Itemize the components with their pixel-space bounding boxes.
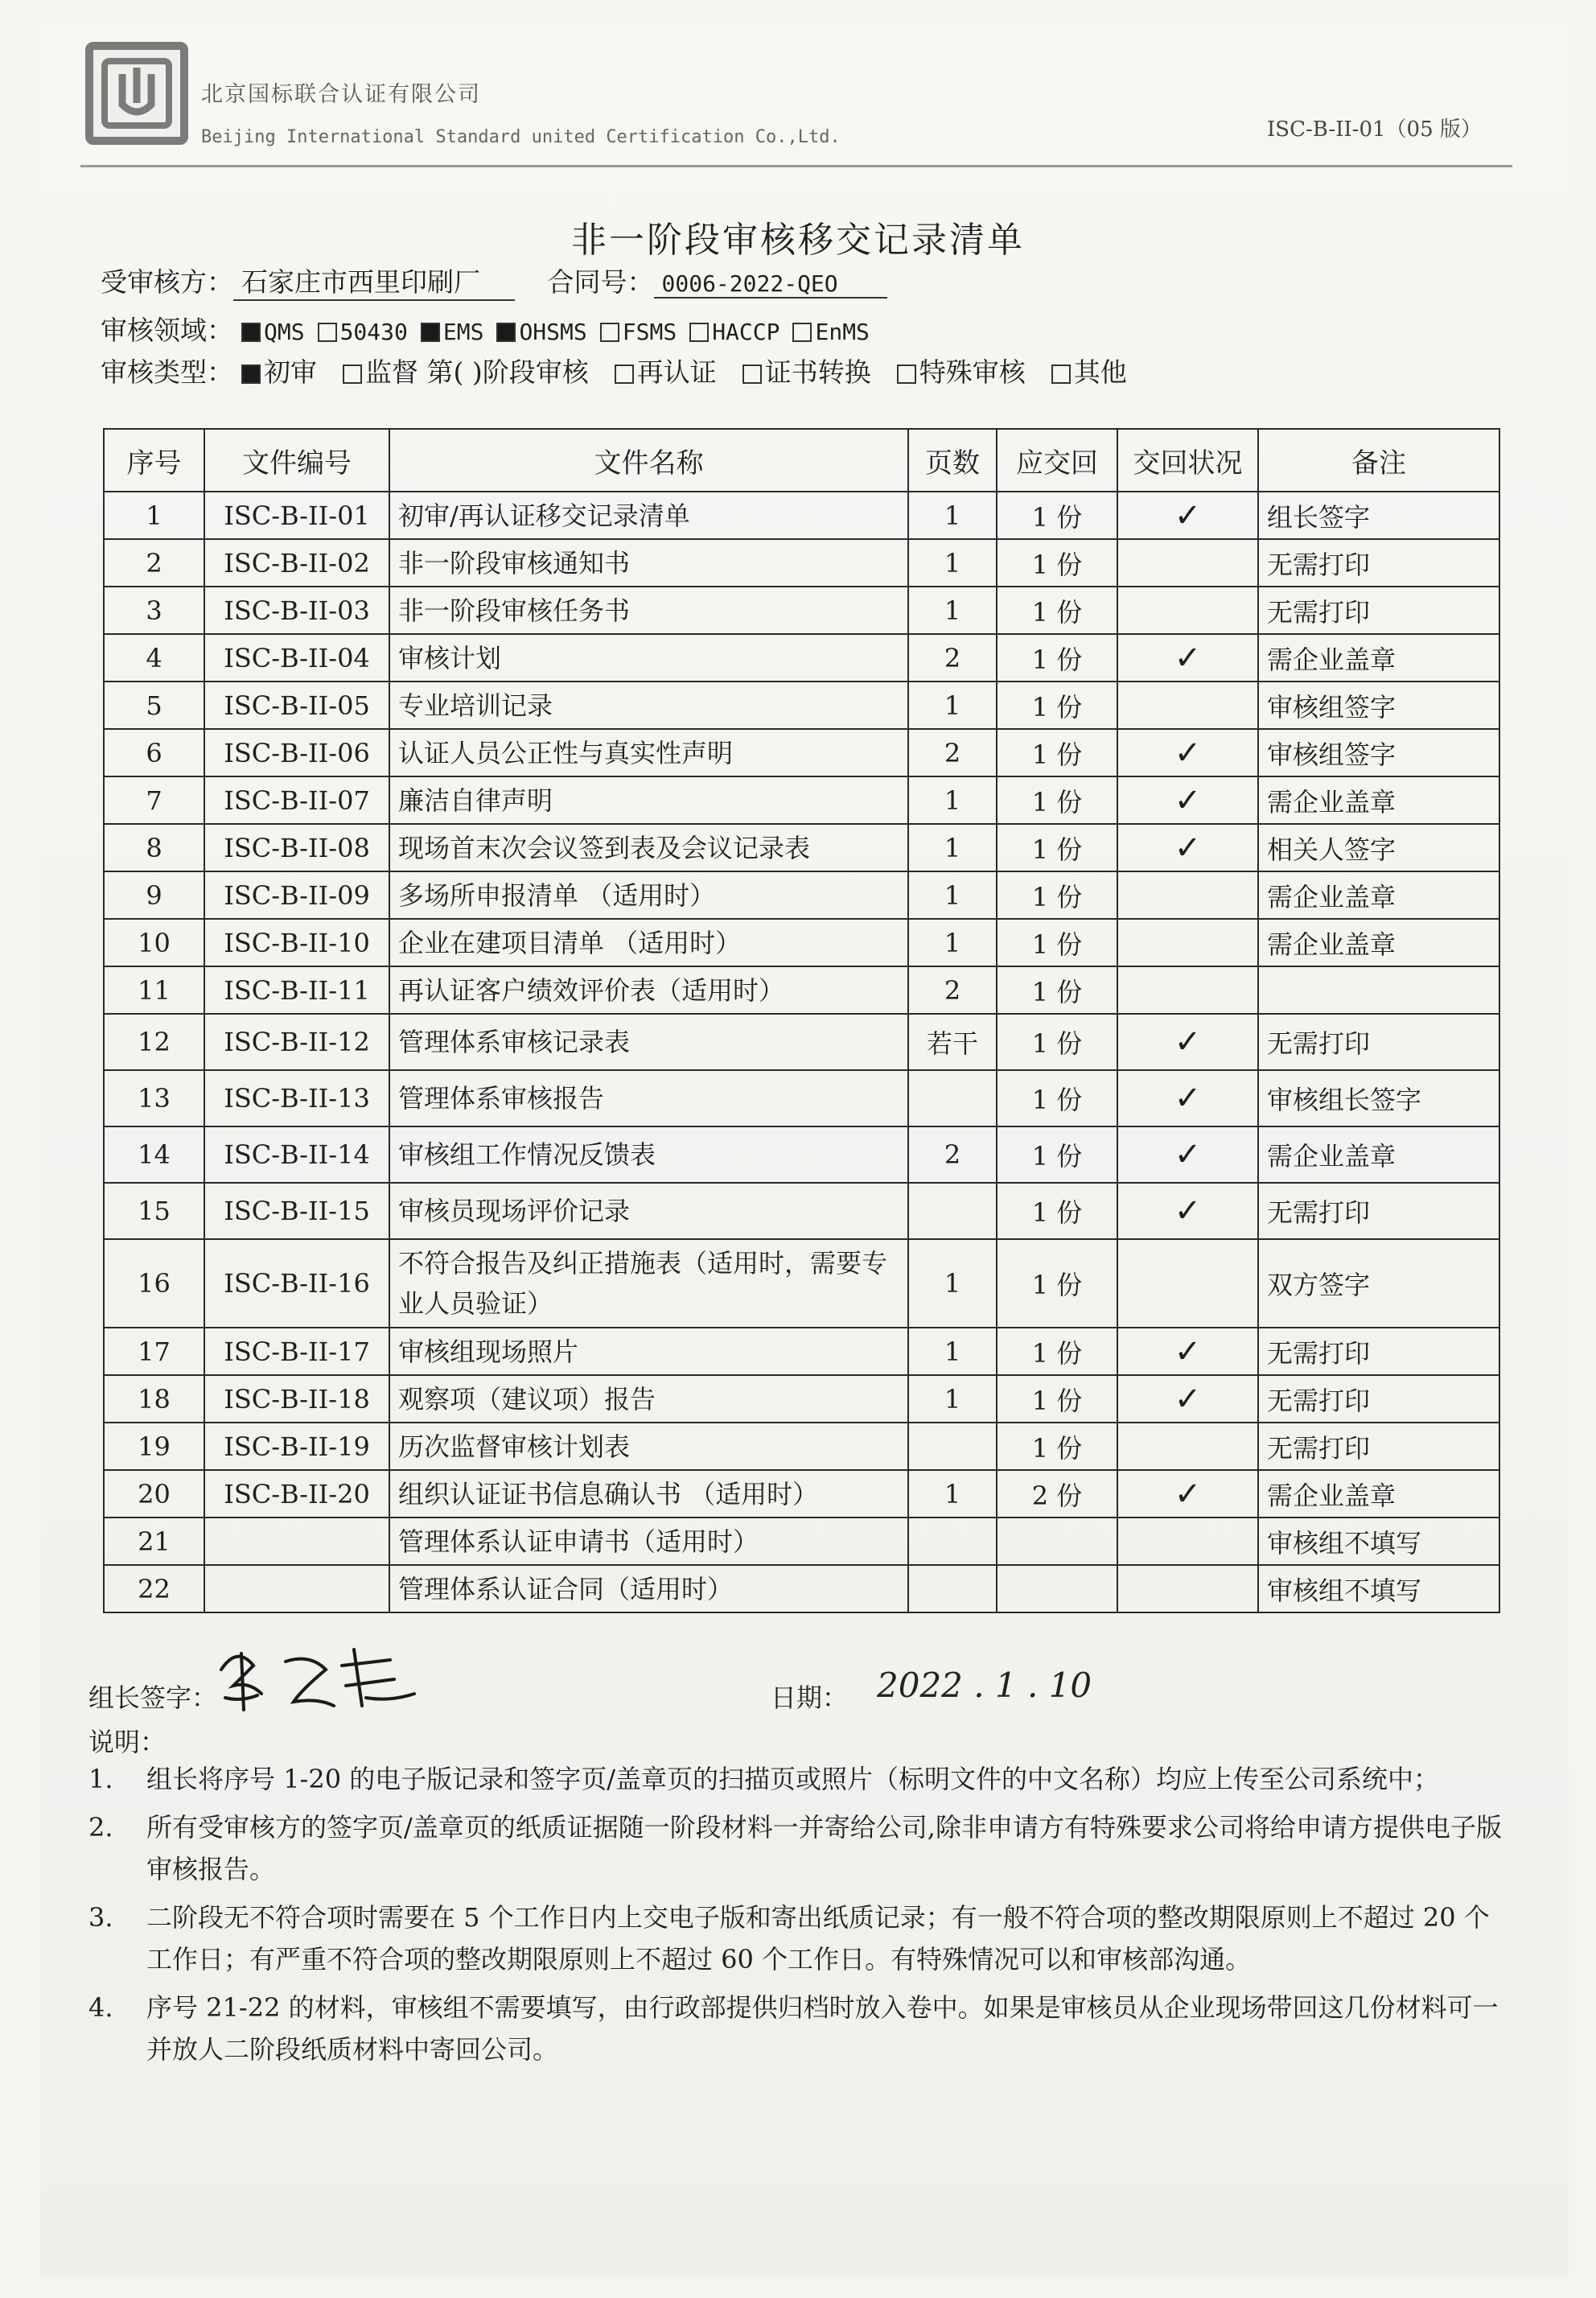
file-name: 历次监督审核计划表 xyxy=(389,1423,908,1470)
remark: 需企业盖章 xyxy=(1258,634,1499,682)
due-copies: 1 份 xyxy=(997,1126,1117,1183)
remark: 审核组不填写 xyxy=(1258,1565,1499,1612)
table-row xyxy=(104,824,1499,871)
page-count xyxy=(908,1070,997,1126)
file-name: 不符合报告及纠正措施表（适用时，需要专业人员验证） xyxy=(389,1239,908,1328)
file-code: ISC-B-II-17 xyxy=(204,1328,389,1375)
file-name: 专业培训记录 xyxy=(389,682,908,729)
page-count: 2 xyxy=(908,634,997,682)
file-name: 非一阶段审核通知书 xyxy=(389,539,908,587)
type-checkbox[interactable] xyxy=(343,364,362,384)
remark: 无需打印 xyxy=(1258,1375,1499,1423)
table-row xyxy=(104,1423,1499,1470)
audit-domain-line xyxy=(101,310,874,348)
row-number: 2 xyxy=(104,539,204,587)
type-checkbox[interactable] xyxy=(897,364,916,384)
file-name: 初审/再认证移交记录清单 xyxy=(389,492,908,539)
row-number: 7 xyxy=(104,776,204,824)
file-code xyxy=(204,1518,389,1565)
audit-type-line xyxy=(101,352,1145,389)
row-number: 1 xyxy=(104,492,204,539)
row-number: 15 xyxy=(104,1183,204,1239)
return-status-check xyxy=(1117,587,1258,634)
domain-checkbox[interactable] xyxy=(241,323,261,342)
due-copies: 1 份 xyxy=(997,634,1117,682)
domain-options xyxy=(233,315,874,346)
due-copies xyxy=(997,1565,1117,1612)
due-copies: 1 份 xyxy=(997,1239,1117,1328)
due-copies: 1 份 xyxy=(997,539,1117,587)
return-status-check xyxy=(1117,871,1258,919)
page-count: 2 xyxy=(908,729,997,776)
remark: 无需打印 xyxy=(1258,1014,1499,1070)
table-row xyxy=(104,871,1499,919)
remark: 审核组签字 xyxy=(1258,682,1499,729)
file-code: ISC-B-II-08 xyxy=(204,824,389,871)
domain-option-label: OHSMS xyxy=(519,319,587,345)
file-code: ISC-B-II-16 xyxy=(204,1239,389,1328)
type-option-label: 监督 第( )阶段审核 xyxy=(365,356,589,388)
notes-list xyxy=(88,1758,1512,2077)
file-code: ISC-B-II-02 xyxy=(204,539,389,587)
date-label: 日期： xyxy=(771,1682,849,1713)
notes-label: 说明： xyxy=(88,1727,167,1757)
page-count: 1 xyxy=(908,682,997,729)
remark: 需企业盖章 xyxy=(1258,776,1499,824)
due-copies: 1 份 xyxy=(997,1328,1117,1375)
table-row xyxy=(104,634,1499,682)
remark: 审核组长签字 xyxy=(1258,1070,1499,1126)
row-number: 6 xyxy=(104,729,204,776)
auditee-label: 受审核方： xyxy=(101,266,233,298)
page-count: 若干 xyxy=(908,1014,997,1070)
row-number: 17 xyxy=(104,1328,204,1375)
column-header: 序号 xyxy=(104,429,204,492)
return-status-check: ✓ xyxy=(1117,776,1258,824)
note-item xyxy=(88,1806,1512,1890)
header-divider xyxy=(80,165,1512,167)
domain-option-label: EMS xyxy=(442,319,484,345)
auditee-line xyxy=(101,262,887,301)
note-number: 3. xyxy=(88,1902,113,1933)
date-value: 2022 . 1 . 10 xyxy=(877,1666,1092,1705)
remark: 需企业盖章 xyxy=(1258,1126,1499,1183)
domain-option-label: EnMS xyxy=(815,319,870,345)
domain-checkbox[interactable] xyxy=(496,323,516,342)
return-status-check: ✓ xyxy=(1117,1375,1258,1423)
page-count xyxy=(908,1518,997,1565)
return-status-check: ✓ xyxy=(1117,729,1258,776)
note-text: 序号 21-22 的材料，审核组不需要填写，由行政部提供归档时放入卷中。如果是审核员从企业现场带回这几份材料可一并放人二阶段纸质材料中寄回公司。 xyxy=(146,1992,1499,2065)
file-name: 管理体系审核记录表 xyxy=(389,1014,908,1070)
note-number: 4. xyxy=(88,1992,113,2023)
return-status-check xyxy=(1117,539,1258,587)
due-copies: 1 份 xyxy=(997,871,1117,919)
file-code: ISC-B-II-05 xyxy=(204,682,389,729)
type-option-label: 证书转换 xyxy=(764,356,871,388)
type-checkbox[interactable] xyxy=(1051,364,1071,384)
remark: 无需打印 xyxy=(1258,587,1499,634)
file-code: ISC-B-II-13 xyxy=(204,1070,389,1126)
file-name: 管理体系审核报告 xyxy=(389,1070,908,1126)
return-status-check: ✓ xyxy=(1117,492,1258,539)
file-code: ISC-B-II-01 xyxy=(204,492,389,539)
column-header: 应交回 xyxy=(997,429,1117,492)
file-name: 廉洁自律声明 xyxy=(389,776,908,824)
row-number: 5 xyxy=(104,682,204,729)
leader-signature-handwriting xyxy=(205,1621,430,1726)
table-row xyxy=(104,1014,1499,1070)
file-code: ISC-B-II-15 xyxy=(204,1183,389,1239)
table-row xyxy=(104,1518,1499,1565)
type-checkbox[interactable] xyxy=(241,364,261,384)
page-count: 1 xyxy=(908,1470,997,1518)
return-status-check xyxy=(1117,966,1258,1014)
leader-signature-label: 组长签字： xyxy=(88,1682,218,1713)
file-name: 现场首末次会议签到表及会议记录表 xyxy=(389,824,908,871)
page-count: 1 xyxy=(908,919,997,966)
table-row xyxy=(104,492,1499,539)
file-name: 审核组现场照片 xyxy=(389,1328,908,1375)
row-number: 21 xyxy=(104,1518,204,1565)
note-number: 2. xyxy=(88,1812,113,1843)
page-title: 非一阶段审核移交记录清单 xyxy=(571,220,1025,261)
due-copies xyxy=(997,1518,1117,1565)
file-name: 多场所申报清单 （适用时） xyxy=(389,871,908,919)
domain-option-label: 50430 xyxy=(339,319,408,345)
table-row xyxy=(104,682,1499,729)
auditee-value: 石家庄市西里印刷厂 xyxy=(233,262,515,301)
domain-option-label: QMS xyxy=(264,319,305,345)
column-header: 文件编号 xyxy=(204,429,389,492)
file-name: 观察项（建议项）报告 xyxy=(389,1375,908,1423)
return-status-check: ✓ xyxy=(1117,1470,1258,1518)
note-item xyxy=(88,1987,1512,2070)
row-number: 20 xyxy=(104,1470,204,1518)
type-checkbox[interactable] xyxy=(615,364,634,384)
domain-checkbox[interactable] xyxy=(318,323,337,342)
due-copies: 1 份 xyxy=(997,682,1117,729)
domain-checkbox[interactable] xyxy=(689,323,709,342)
due-copies: 1 份 xyxy=(997,587,1117,634)
file-code: ISC-B-II-07 xyxy=(204,776,389,824)
file-name: 企业在建项目清单 （适用时） xyxy=(389,919,908,966)
return-status-check: ✓ xyxy=(1117,1183,1258,1239)
row-number: 11 xyxy=(104,966,204,1014)
type-option-label: 其他 xyxy=(1073,356,1127,388)
page-count xyxy=(908,1423,997,1470)
table-row xyxy=(104,587,1499,634)
row-number: 22 xyxy=(104,1565,204,1612)
transfer-record-table xyxy=(103,428,1500,1613)
remark: 审核组签字 xyxy=(1258,729,1499,776)
note-item xyxy=(88,1758,1512,1800)
file-code: ISC-B-II-18 xyxy=(204,1375,389,1423)
row-number: 18 xyxy=(104,1375,204,1423)
return-status-check xyxy=(1117,1423,1258,1470)
note-item xyxy=(88,1896,1512,1980)
page-count: 1 xyxy=(908,776,997,824)
due-copies: 1 份 xyxy=(997,1375,1117,1423)
domain-checkbox[interactable] xyxy=(792,323,812,342)
page-count: 1 xyxy=(908,587,997,634)
file-code: ISC-B-II-10 xyxy=(204,919,389,966)
file-code: ISC-B-II-14 xyxy=(204,1126,389,1183)
page-count xyxy=(908,1183,997,1239)
return-status-check xyxy=(1117,1518,1258,1565)
page-count: 1 xyxy=(908,1239,997,1328)
table-row xyxy=(104,1126,1499,1183)
remark: 无需打印 xyxy=(1258,1183,1499,1239)
due-copies: 1 份 xyxy=(997,1423,1117,1470)
file-name: 非一阶段审核任务书 xyxy=(389,587,908,634)
page-count: 1 xyxy=(908,871,997,919)
return-status-check: ✓ xyxy=(1117,1014,1258,1070)
company-logo xyxy=(85,42,188,145)
file-name: 认证人员公正性与真实性声明 xyxy=(389,729,908,776)
remark: 需企业盖章 xyxy=(1258,871,1499,919)
type-label: 审核类型： xyxy=(101,356,233,388)
column-header: 页数 xyxy=(908,429,997,492)
file-code: ISC-B-II-19 xyxy=(204,1423,389,1470)
remark: 审核组不填写 xyxy=(1258,1518,1499,1565)
return-status-check: ✓ xyxy=(1117,1126,1258,1183)
company-name-en: Beijing International Standard united Certification Co.,Ltd. xyxy=(201,127,841,147)
file-code: ISC-B-II-11 xyxy=(204,966,389,1014)
table-row xyxy=(104,729,1499,776)
file-name: 审核组工作情况反馈表 xyxy=(389,1126,908,1183)
return-status-check xyxy=(1117,1565,1258,1612)
note-text: 二阶段无不符合项时需要在 5 个工作日内上交电子版和寄出纸质记录；有一般不符合项的整改期限原则上不超过 20 个工作日；有严重不符合项的整改期限原则上不超过 60 个工作日。有特殊情况可以和审核部沟通。 xyxy=(146,1902,1490,1975)
file-code: ISC-B-II-06 xyxy=(204,729,389,776)
table-row xyxy=(104,919,1499,966)
page-count: 2 xyxy=(908,966,997,1014)
remark: 双方签字 xyxy=(1258,1239,1499,1328)
remark: 相关人签字 xyxy=(1258,824,1499,871)
type-checkbox[interactable] xyxy=(742,364,762,384)
row-number: 12 xyxy=(104,1014,204,1070)
remark: 需企业盖章 xyxy=(1258,1470,1499,1518)
type-option-label: 再认证 xyxy=(636,356,717,388)
return-status-check: ✓ xyxy=(1117,634,1258,682)
due-copies: 1 份 xyxy=(997,824,1117,871)
table-row xyxy=(104,1070,1499,1126)
note-number: 1. xyxy=(88,1764,113,1794)
return-status-check xyxy=(1117,682,1258,729)
domain-checkbox[interactable] xyxy=(421,323,440,342)
table-row xyxy=(104,776,1499,824)
return-status-check: ✓ xyxy=(1117,1070,1258,1126)
file-name: 审核员现场评价记录 xyxy=(389,1183,908,1239)
due-copies: 1 份 xyxy=(997,919,1117,966)
domain-option-label: FSMS xyxy=(622,319,677,345)
type-option-label: 初审 xyxy=(264,356,317,388)
table-row xyxy=(104,1565,1499,1612)
due-copies: 1 份 xyxy=(997,1014,1117,1070)
due-copies: 1 份 xyxy=(997,492,1117,539)
return-status-check: ✓ xyxy=(1117,824,1258,871)
domain-checkbox[interactable] xyxy=(600,323,619,342)
page-count xyxy=(908,1565,997,1612)
due-copies: 1 份 xyxy=(997,966,1117,1014)
row-number: 4 xyxy=(104,634,204,682)
due-copies: 1 份 xyxy=(997,729,1117,776)
page-count: 1 xyxy=(908,1375,997,1423)
file-name: 组织认证证书信息确认书 （适用时） xyxy=(389,1470,908,1518)
file-code: ISC-B-II-09 xyxy=(204,871,389,919)
column-header: 文件名称 xyxy=(389,429,908,492)
contract-label: 合同号： xyxy=(547,266,654,298)
row-number: 14 xyxy=(104,1126,204,1183)
page-count: 1 xyxy=(908,539,997,587)
file-name: 审核计划 xyxy=(389,634,908,682)
document-code: ISC-B-II-01（05 版） xyxy=(1267,117,1482,142)
file-code: ISC-B-II-04 xyxy=(204,634,389,682)
file-name: 管理体系认证申请书（适用时） xyxy=(389,1518,908,1565)
remark: 无需打印 xyxy=(1258,1423,1499,1470)
table-body xyxy=(104,492,1499,1612)
company-name-cn: 北京国标联合认证有限公司 xyxy=(201,82,481,107)
row-number: 9 xyxy=(104,871,204,919)
page-count: 1 xyxy=(908,492,997,539)
file-code: ISC-B-II-20 xyxy=(204,1470,389,1518)
row-number: 16 xyxy=(104,1239,204,1328)
due-copies: 1 份 xyxy=(997,1070,1117,1126)
file-code: ISC-B-II-03 xyxy=(204,587,389,634)
row-number: 13 xyxy=(104,1070,204,1126)
return-status-check xyxy=(1117,1239,1258,1328)
remark: 无需打印 xyxy=(1258,539,1499,587)
note-text: 组长将序号 1-20 的电子版记录和签字页/盖章页的扫描页或照片（标明文件的中文名称）均应上传至公司系统中； xyxy=(146,1764,1440,1794)
file-code: ISC-B-II-12 xyxy=(204,1014,389,1070)
table-row xyxy=(104,1183,1499,1239)
table-row xyxy=(104,1239,1499,1328)
note-text: 所有受审核方的签字页/盖章页的纸质证据随一阶段材料一并寄给公司,除非申请方有特殊要求公司将给申请方提供电子版审核报告。 xyxy=(146,1812,1502,1884)
column-header: 备注 xyxy=(1258,429,1499,492)
return-status-check xyxy=(1117,919,1258,966)
due-copies: 1 份 xyxy=(997,1183,1117,1239)
row-number: 8 xyxy=(104,824,204,871)
row-number: 19 xyxy=(104,1423,204,1470)
table-row xyxy=(104,1470,1499,1518)
table-row xyxy=(104,1328,1499,1375)
file-name: 管理体系认证合同（适用时） xyxy=(389,1565,908,1612)
page-count: 1 xyxy=(908,824,997,871)
page-count: 2 xyxy=(908,1126,997,1183)
file-code xyxy=(204,1565,389,1612)
table-row xyxy=(104,539,1499,587)
contract-value: 0006-2022-QEO xyxy=(654,270,887,299)
remark: 无需打印 xyxy=(1258,1328,1499,1375)
due-copies: 1 份 xyxy=(997,776,1117,824)
remark xyxy=(1258,966,1499,1014)
row-number: 10 xyxy=(104,919,204,966)
type-options xyxy=(233,356,1145,388)
row-number: 3 xyxy=(104,587,204,634)
file-name: 再认证客户绩效评价表（适用时） xyxy=(389,966,908,1014)
table-row xyxy=(104,966,1499,1014)
remark: 需企业盖章 xyxy=(1258,919,1499,966)
due-copies: 2 份 xyxy=(997,1470,1117,1518)
table-row xyxy=(104,1375,1499,1423)
page-count: 1 xyxy=(908,1328,997,1375)
domain-label: 审核领域： xyxy=(101,315,233,346)
domain-option-label: HACCP xyxy=(712,319,780,345)
table-header-row xyxy=(104,429,1499,492)
return-status-check: ✓ xyxy=(1117,1328,1258,1375)
type-option-label: 特殊审核 xyxy=(919,356,1026,388)
remark: 组长签字 xyxy=(1258,492,1499,539)
column-header: 交回状况 xyxy=(1117,429,1258,492)
